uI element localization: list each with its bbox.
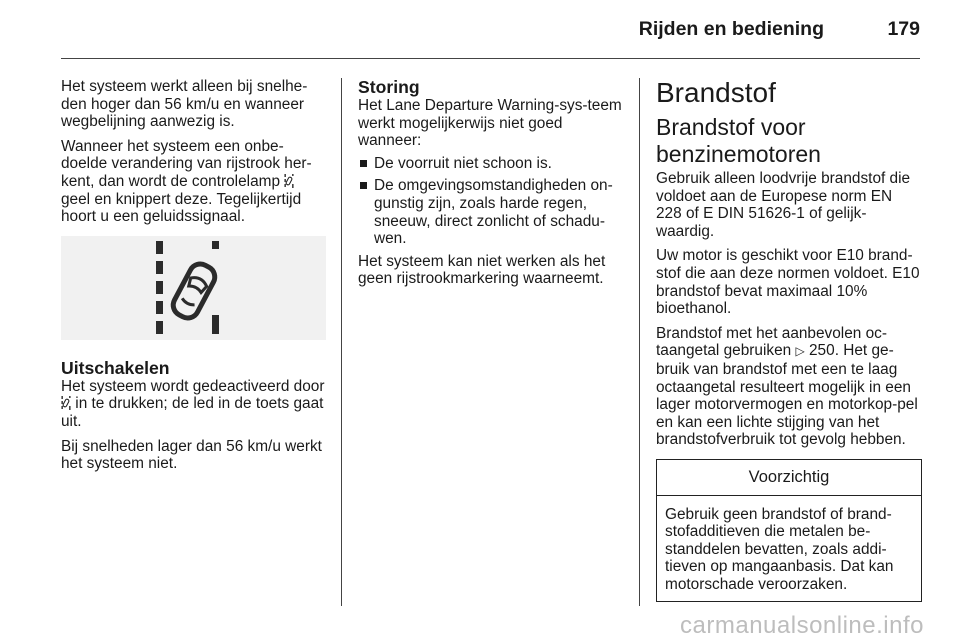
section-heading-benzinemotoren: Brandstof voor benzinemotoren <box>656 114 821 167</box>
paragraph: Het systeem werkt alleen bij snelhe-den hoger dan 56 km/u en wanneer wegbelijning aanwezig is. <box>61 78 308 131</box>
text-span: Het systeem wordt gedeactiveerd door <box>61 377 325 395</box>
caution-body: Gebruik geen brandstof of brand-stofadditieven die metalen be-standdelen bevatten, zoals addi-tieven op mangaanbasis. Dat kan motorschade veroorzaken. <box>665 505 894 593</box>
text-span: in te drukken; de led in de toets gaat uit. <box>61 395 324 430</box>
text-span: . Het ge-bruik van brandstof met een te laag octaangetal resulteert mogelijk in een lager motorvermogen en motorkop-pel en kan een lichte stijging van het brandstofverbruik tot gevolg hebben. <box>656 342 918 449</box>
page-reference-link[interactable]: 250 <box>809 342 835 360</box>
paragraph: Uw motor is geschikt voor E10 brand-stof die aan deze normen voldoet. E10 brandstof bevat maximaal 10% bioethanol. <box>656 247 920 318</box>
section-heading-uitschakelen: Uitschakelen <box>61 357 170 378</box>
chapter-heading-brandstof: Brandstof <box>656 77 776 108</box>
header-rule <box>61 58 920 59</box>
lane-departure-icon <box>151 239 231 337</box>
paragraph: Het systeem kan niet werken als het geen rijstrookmarkering waarneemt. <box>358 252 606 288</box>
paragraph <box>61 138 326 226</box>
caution-box <box>656 459 922 603</box>
text-span: Wanneer het systeem een onbe-doelde verandering van rijstrook her-kent, dan wordt de controlelamp <box>61 137 312 190</box>
ref-arrow-icon: ▷ <box>795 344 805 359</box>
page-number: 179 <box>887 18 920 40</box>
caution-title: Voorzichtig <box>657 460 921 496</box>
page-header-title: Rijden en bediening <box>638 18 824 40</box>
column-2 <box>358 78 624 295</box>
watermark: carmanualsonline.info <box>680 612 924 639</box>
column-divider <box>341 78 342 606</box>
lane-departure-illustration <box>61 236 326 340</box>
paragraph: Gebruik alleen loodvrije brandstof die voldoet aan de Europese norm EN 228 of E DIN 51626-1 of gelijk-waardig. <box>656 170 911 240</box>
column-divider <box>639 78 640 606</box>
list-item: De voorruit niet schoon is. <box>358 155 624 173</box>
paragraph <box>656 325 922 449</box>
column-1 <box>61 78 326 480</box>
list-item: De omgevingsomstandigheden on-gunstig zijn, zoals harde regen, sneeuw, direct zonlicht of schadu-wen. <box>358 177 624 247</box>
text-span: Brandstof met het aanbevolen oc-taangetal gebruiken <box>656 324 888 360</box>
bullet-list <box>358 155 624 248</box>
column-3 <box>656 78 922 602</box>
lane-departure-icon <box>284 174 294 188</box>
section-heading-storing: Storing <box>358 77 420 97</box>
paragraph <box>61 378 326 431</box>
lane-departure-icon <box>61 396 71 410</box>
paragraph: Bij snelheden lager dan 56 km/u werkt het systeem niet. <box>61 437 322 473</box>
paragraph: Het Lane Departure Warning-sys-teem werkt mogelijkerwijs niet goed wanneer: <box>358 97 622 150</box>
text-span: geel en knippert deze. Tegelijkertijd hoort u een geluidssignaal. <box>61 190 302 226</box>
